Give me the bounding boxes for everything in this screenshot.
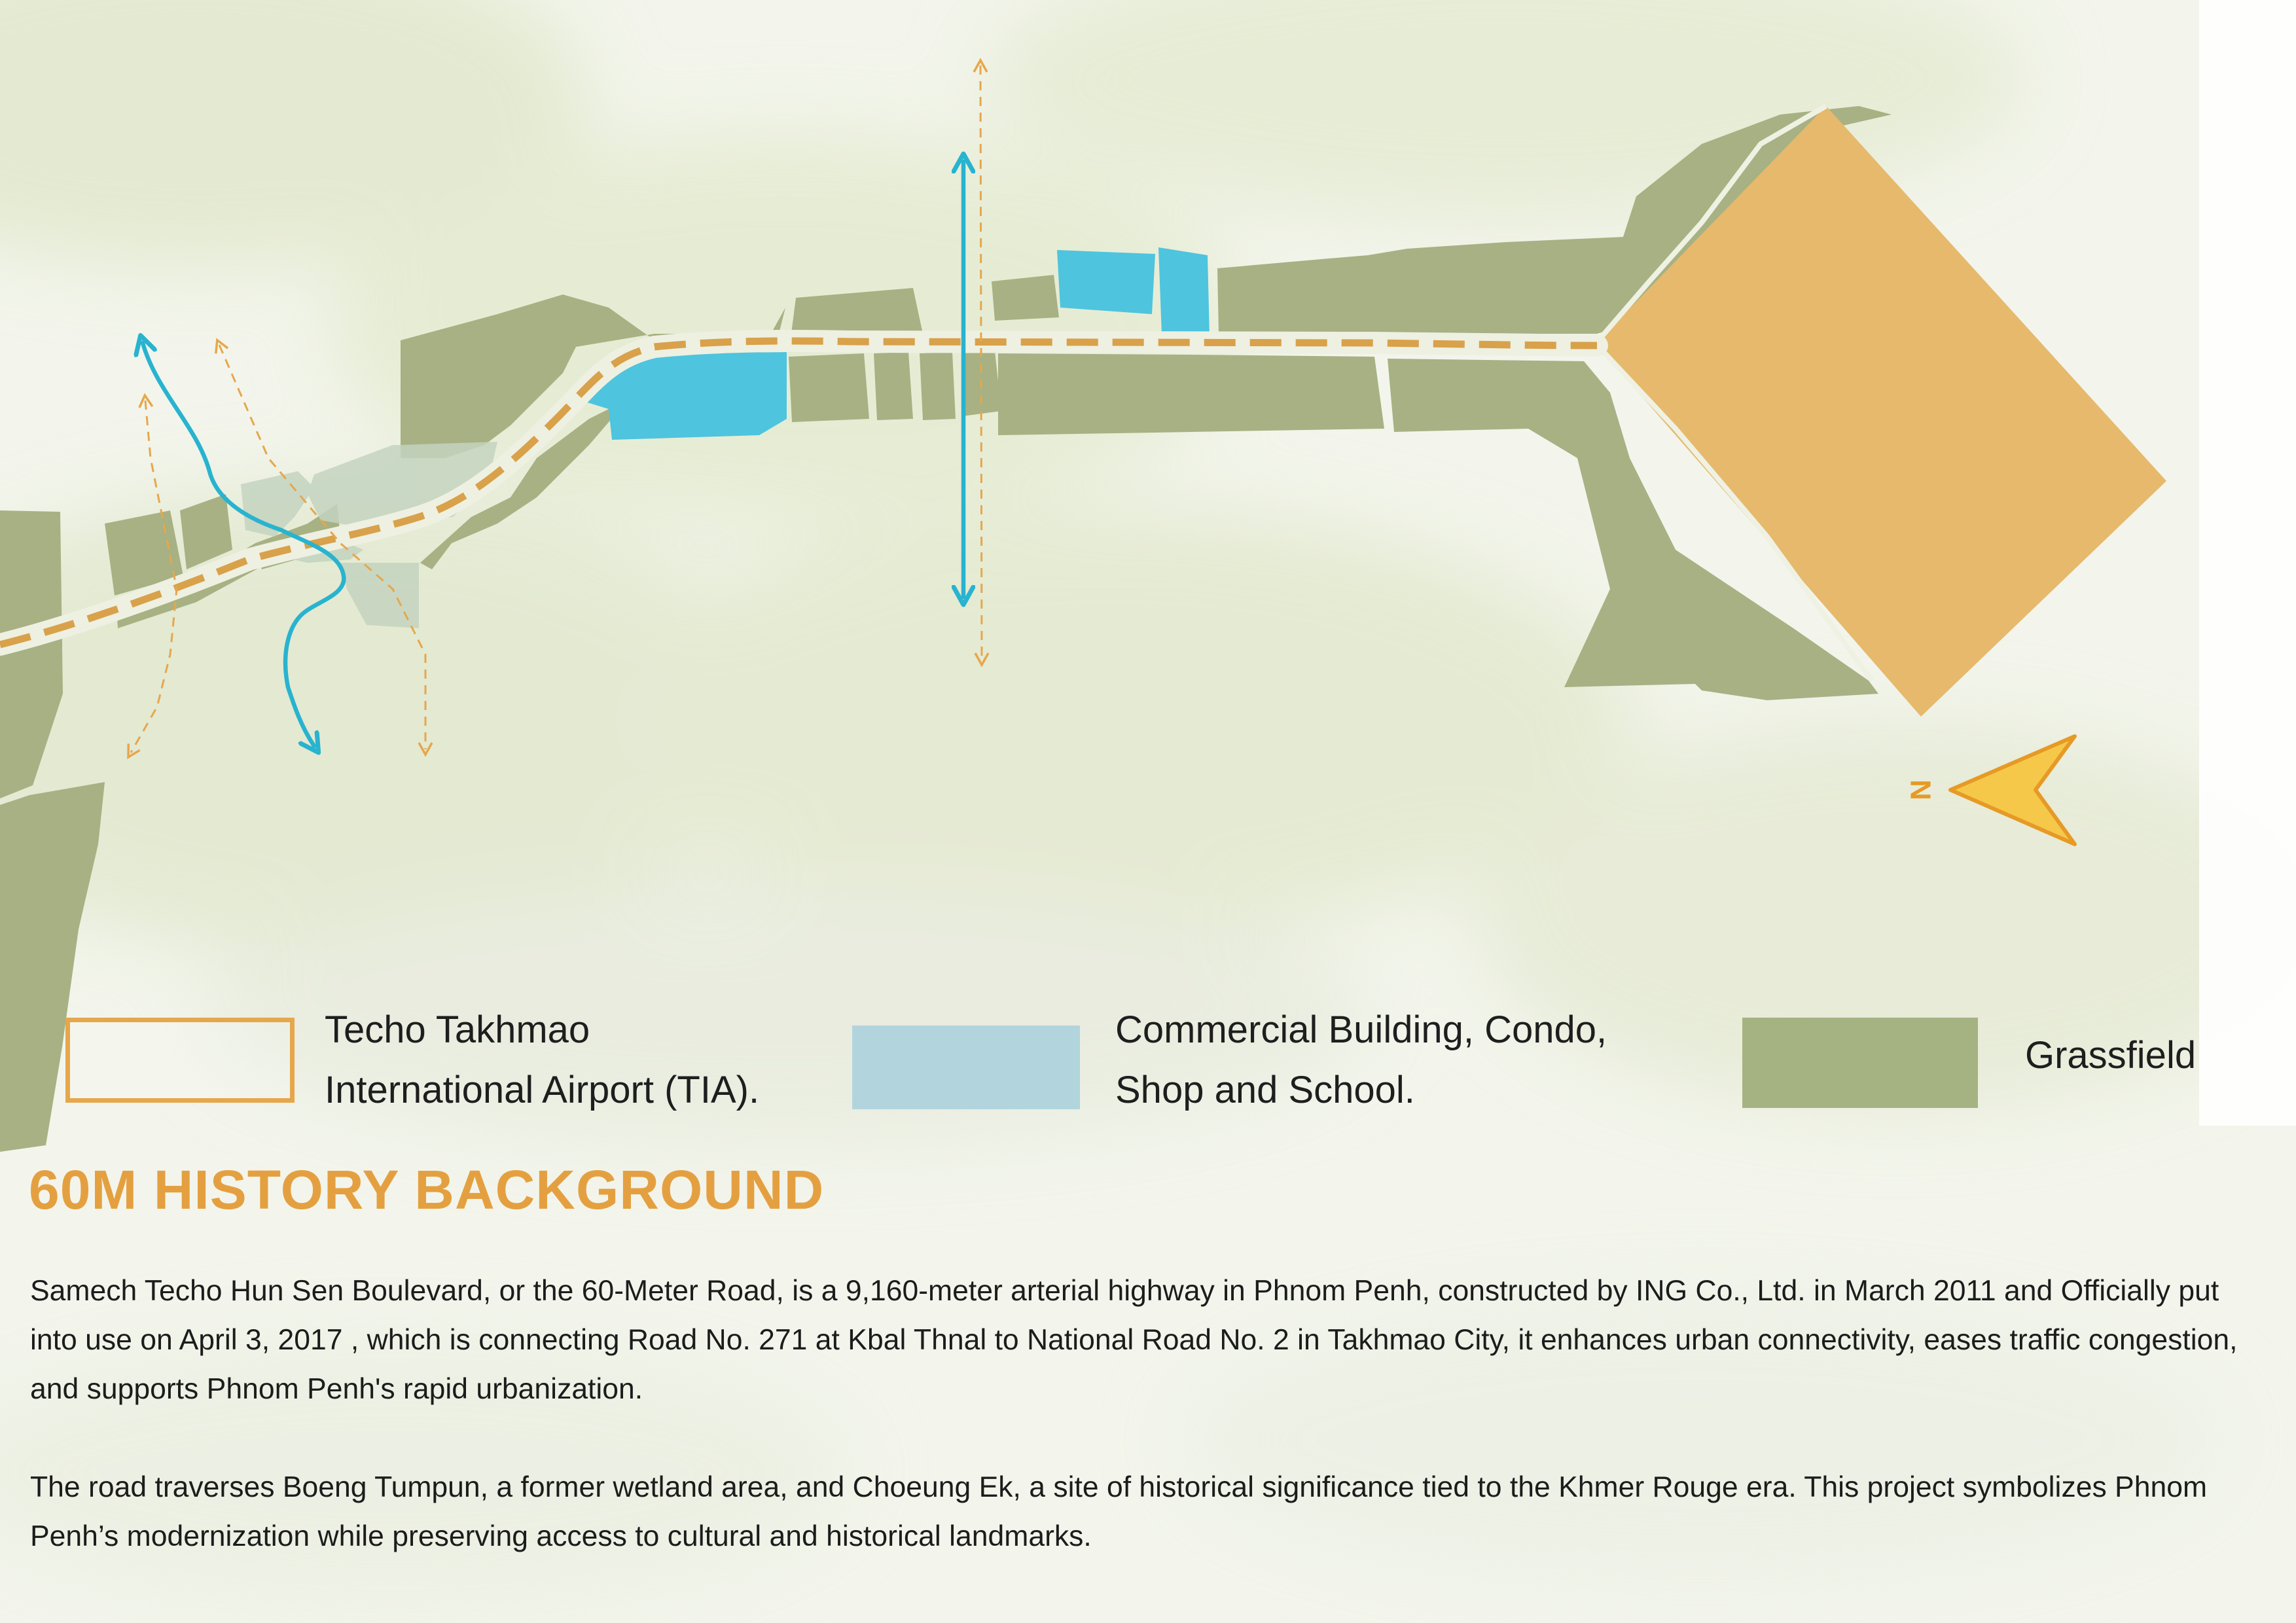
- legend-label-airport: [325, 1000, 759, 1120]
- north-label: N: [1905, 779, 1937, 800]
- legend-commercial-line2: Shop and School.: [1115, 1069, 1415, 1111]
- legend-swatch-airport: [65, 1018, 295, 1103]
- legend-grass-line1: Grassfield: [2025, 1034, 2197, 1077]
- legend-airport-line2: International Airport (TIA).: [325, 1069, 760, 1111]
- history-paragraph-2: The road traverses Boeng Tumpun, a former wetland area, and Choeung Ek, a site of historical significance tied to the Khmer Rouge era. This project symbolizes Phnom Penh’s modernization while preserving access to cultural and historical landmarks.: [30, 1471, 2208, 1552]
- legend-commercial-line1: Commercial Building, Condo,: [1115, 1008, 1607, 1051]
- history-paragraph-1: Samech Techo Hun Sen Boulevard, or the 60-Meter Road, is a 9,160-meter arterial highway in Phnom Penh, constructed by ING Co., Ltd. in March 2011 and Officially put into use on April 3, 2017 , which is connecting Road No. 271 at Kbal Thnal to National Road No. 2 in Takhmao City, it enhances urban connectivity, eases traffic congestion, and supports Phnom Penh's rapid urbanization.: [30, 1275, 2238, 1405]
- legend-label-commercial: [1115, 1000, 1607, 1120]
- legend-swatch-grass: [1742, 1018, 1978, 1108]
- legend-airport-line1: Techo Takhmao: [325, 1008, 590, 1051]
- section-title: 60M HISTORY BACKGROUND: [29, 1159, 825, 1221]
- legend-label-grass: [2025, 1026, 2196, 1086]
- legend-swatch-commercial: [852, 1026, 1080, 1109]
